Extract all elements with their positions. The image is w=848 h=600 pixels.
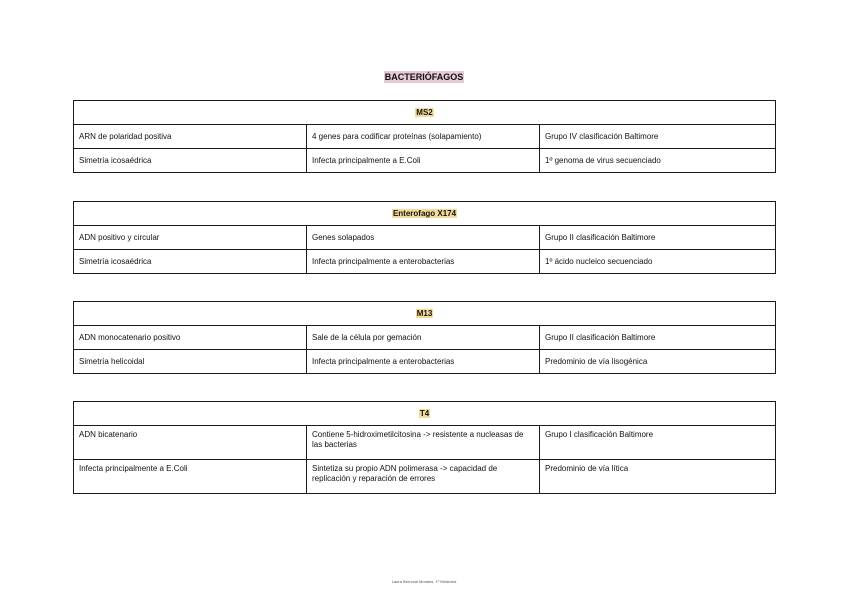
table-cell: 1º genoma de virus secuenciado — [540, 149, 776, 173]
table-cell: ADN monocatenario positivo — [74, 326, 307, 350]
phage-table-m13 — [73, 301, 776, 374]
table-cell: 4 genes para codificar proteínas (solapamiento) — [307, 125, 540, 149]
table-cell: Infecta principalmente a enterobacterias — [307, 250, 540, 274]
table-header-text: T4 — [419, 408, 430, 418]
table-header-text: MS2 — [416, 107, 433, 117]
table-header — [74, 402, 776, 426]
table-cell: ADN bicatenario — [74, 426, 307, 460]
table-cell: Grupo II clasificación Baltimore — [540, 226, 776, 250]
table-header-text: Enterofago X174 — [392, 208, 457, 218]
table-header — [74, 101, 776, 125]
table-cell: Sintetiza su propio ADN polimerasa -> capacidad de replicación y reparación de errores — [307, 460, 540, 494]
table-cell: ARN de polaridad positiva — [74, 125, 307, 149]
phage-table-ms2 — [73, 100, 776, 173]
phage-table-x174 — [73, 201, 776, 274]
table-cell: Infecta principalmente a enterobacterias — [307, 350, 540, 374]
table-cell: Predominio de vía lisogénica — [540, 350, 776, 374]
table-cell: Simetría icosaédrica — [74, 250, 307, 274]
table-cell: Sale de la célula por gemación — [307, 326, 540, 350]
table-cell: ADN positivo y circular — [74, 226, 307, 250]
table-header — [74, 202, 776, 226]
table-header-text: M13 — [416, 308, 433, 318]
table-cell: Infecta principalmente a E.Coli — [307, 149, 540, 173]
table-cell: Grupo I clasificación Baltimore — [540, 426, 776, 460]
table-cell: Grupo IV clasificación Baltimore — [540, 125, 776, 149]
table-cell: Predominio de vía lítica — [540, 460, 776, 494]
page-title-text: BACTERIÓFAGOS — [384, 72, 464, 82]
table-cell: Simetría icosaédrica — [74, 149, 307, 173]
table-header — [74, 302, 776, 326]
table-cell: Infecta principalmente a E.Coli — [74, 460, 307, 494]
table-cell: Simetría helicoidal — [74, 350, 307, 374]
table-cell: Grupo II clasificación Baltimore — [540, 326, 776, 350]
page-title — [0, 72, 848, 82]
phage-table-t4 — [73, 401, 776, 494]
table-cell: Genes solapados — [307, 226, 540, 250]
table-cell: 1º ácido nucleico secuenciado — [540, 250, 776, 274]
table-cell: Contiene 5-hidroximetilcitosina -> resistente a nucleasas de las bacterias — [307, 426, 540, 460]
page-footer: Laura Berrocal Morales, 1º Medicina — [391, 579, 457, 584]
